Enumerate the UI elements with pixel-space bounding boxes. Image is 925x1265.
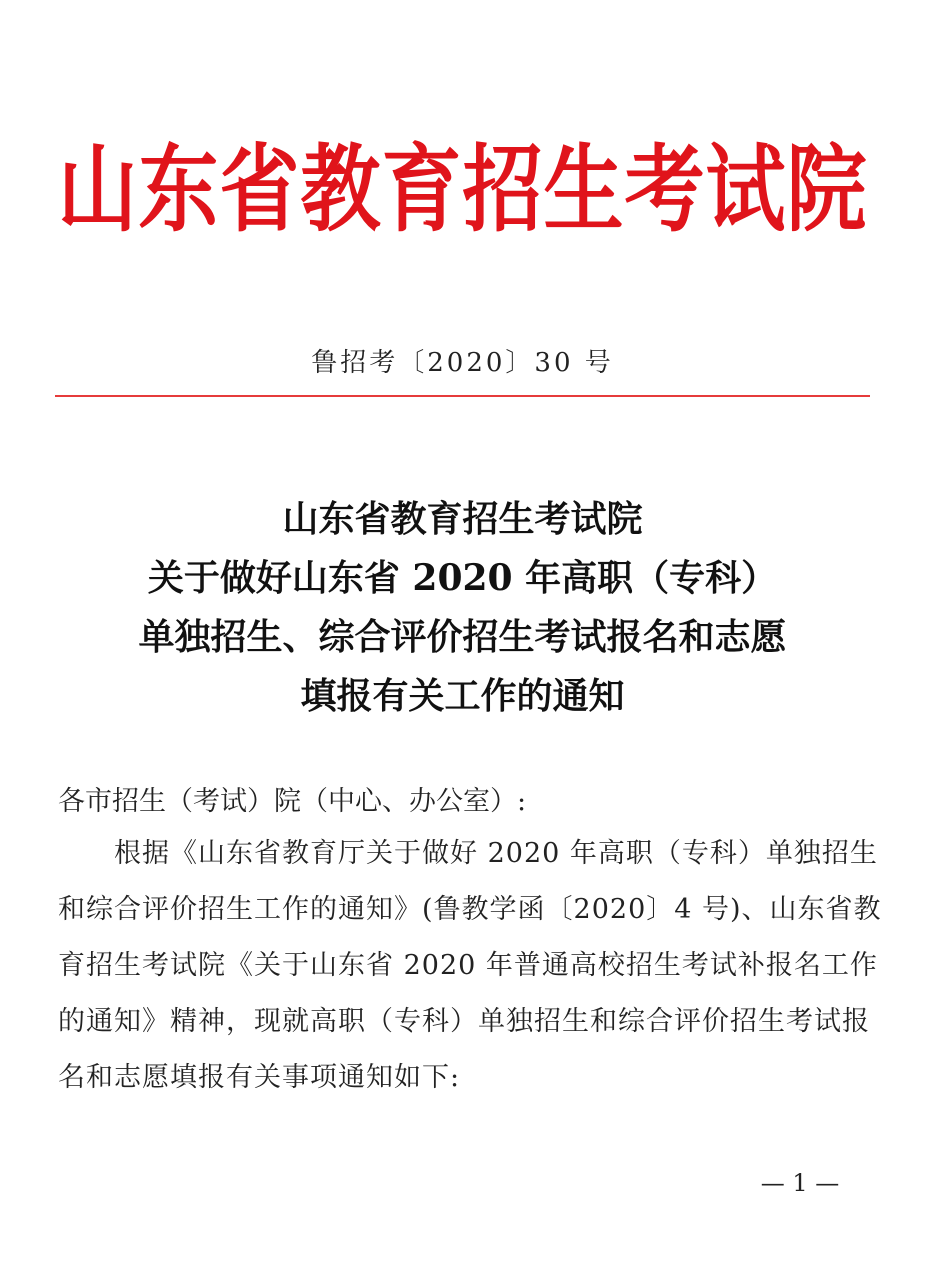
red-divider-line <box>55 395 870 397</box>
paragraph-line: 育招生考试院《关于山东省 2020 年普通高校招生考试补报名工作 <box>58 950 878 981</box>
paragraph-line: 的通知》精神，现就高职（专科）单独招生和综合评价招生考试报 <box>58 1006 870 1037</box>
paragraph-line: 名和志愿填报有关事项通知如下: <box>58 1062 461 1093</box>
title-line: 关于做好山东省 2020 年高职（专科） <box>147 557 778 599</box>
title-line: 单独招生、综合评价招生考试报名和志愿 <box>138 616 787 658</box>
title-line: 山东省教育招生考试院 <box>282 498 643 540</box>
document-body <box>58 778 882 1106</box>
page-number: — 1 — <box>760 1169 840 1197</box>
paragraph-line: 和综合评价招生工作的通知》(鲁教学函〔2020〕4 号)、山东省教 <box>58 894 882 925</box>
document-number: 鲁招考〔2020〕30 号 <box>311 348 614 378</box>
document-title <box>0 490 925 726</box>
salutation: 各市招生（考试）院（中心、办公室）: <box>58 786 527 817</box>
opening-paragraph <box>58 826 882 1106</box>
title-line: 填报有关工作的通知 <box>300 675 625 717</box>
issuer-masthead: 山东省教育招生考试院 <box>57 133 868 245</box>
paragraph-line: 根据《山东省教育厅关于做好 2020 年高职（专科）单独招生 <box>114 838 878 869</box>
